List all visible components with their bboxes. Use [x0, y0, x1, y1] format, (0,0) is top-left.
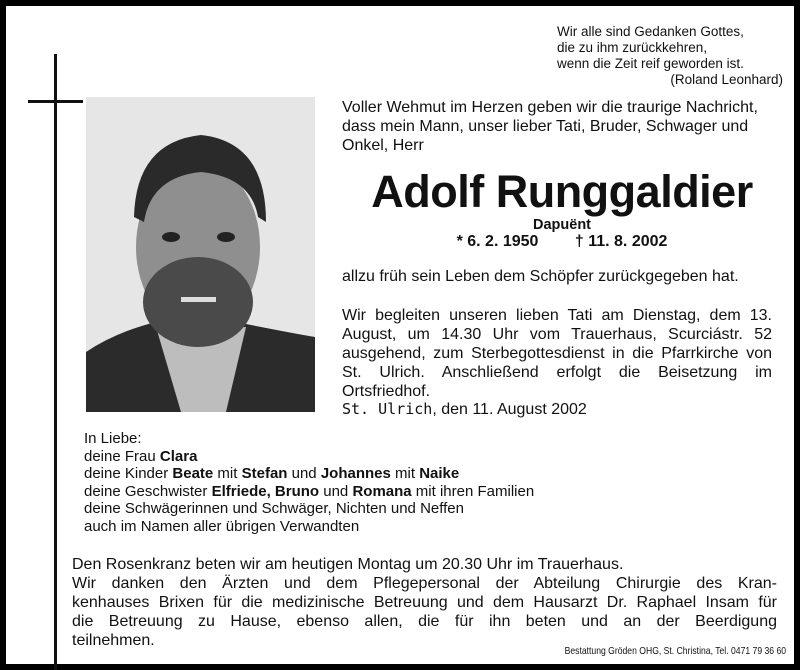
portrait-photo — [86, 97, 315, 412]
family-list — [84, 430, 604, 535]
thanks-line: Wir danken den Ärzten und dem Pflegepersonal der Abteilung Chirurgie des Kran- — [72, 575, 777, 592]
family-siblings — [84, 483, 604, 501]
label: deine Geschwister — [84, 482, 212, 500]
name: Elfriede, Bruno — [211, 482, 320, 500]
portrait-image — [86, 97, 315, 412]
name: Romana — [352, 482, 412, 500]
label: deine Kinder — [84, 465, 173, 482]
label: deine Frau — [84, 447, 160, 465]
quote-line: die zu ihm zurückkehren, — [557, 40, 708, 55]
family-others: auch im Namen aller übrigen Verwandten — [84, 517, 360, 535]
death-date: † 11. 8. 2002 — [574, 233, 668, 250]
cross-icon-vertical — [54, 54, 57, 670]
label: mit — [390, 465, 420, 482]
closing-block — [72, 555, 777, 650]
label: mit — [213, 465, 242, 482]
quote-author: (Roland Leonhard) — [670, 72, 783, 87]
name: Beate — [172, 465, 214, 482]
place: St. Ulrich — [342, 400, 433, 418]
family-inlaws: deine Schwägerinnen und Schwäger, Nichten und Neffen — [84, 500, 464, 517]
thanks-line: kenhauses Brixen für die medizinische Betreuung und dem Hausarzt Dr. Raphael Insam für — [72, 594, 777, 611]
name: Stefan — [241, 465, 288, 482]
funeral-home-credit: Bestattung Gröden OHG, St. Christina, Tel. 0471 79 36 60 — [564, 645, 786, 657]
life-dates — [342, 232, 782, 251]
quote-block — [557, 24, 797, 88]
paragraph-funeral: Wir begleiten unseren lieben Tati am Dienstag, dem 13. August, um 14.30 Uhr vom Trauerhaus, Scurciástr. 52 ausgehend, zum Sterbegottesdienst in die Pfarrkirche von St. Ulrich. Anschließend erfolgt die Beisetzung im Ortsfriedhof. — [342, 307, 772, 400]
name: Johannes — [320, 465, 391, 482]
thanks-line: die Betreuung zu Hause, ebenso allen, die für ihn beten und an der Beerdigung — [72, 613, 777, 630]
label: und — [287, 465, 321, 482]
cross-icon-horizontal — [28, 100, 83, 103]
name: Naike — [419, 465, 460, 482]
quote-line: Wir alle sind Gedanken Gottes, — [557, 24, 744, 39]
intro-text: Voller Wehmut im Herzen geben wir die traurige Nachricht, dass mein Mann, unser lieber Tati, Bruder, Schwager und Onkel, Herr — [342, 99, 758, 154]
paragraph-passing: allzu früh sein Leben dem Schöpfer zurückgegeben hat. — [342, 268, 739, 285]
family-wife — [84, 448, 604, 466]
name: Clara — [159, 447, 198, 465]
rosary-note: Den Rosenkranz beten wir am heutigen Montag um 20.30 Uhr im Trauerhaus. — [72, 556, 624, 573]
family-children — [84, 465, 604, 483]
quote-line: wenn die Zeit reif geworden ist. — [557, 56, 744, 71]
label: und — [319, 482, 353, 500]
place-date — [342, 400, 587, 419]
date: , den 11. August 2002 — [432, 401, 587, 418]
deceased-name: Adolf Runggaldier — [371, 166, 753, 217]
deceased-nickname: Dapuënt — [533, 217, 591, 233]
family-heading: In Liebe: — [84, 430, 142, 447]
thanks-line: teilnehmen. — [72, 632, 155, 649]
label: mit ihren Familien — [411, 482, 535, 500]
birth-date: * 6. 2. 1950 — [456, 233, 539, 250]
